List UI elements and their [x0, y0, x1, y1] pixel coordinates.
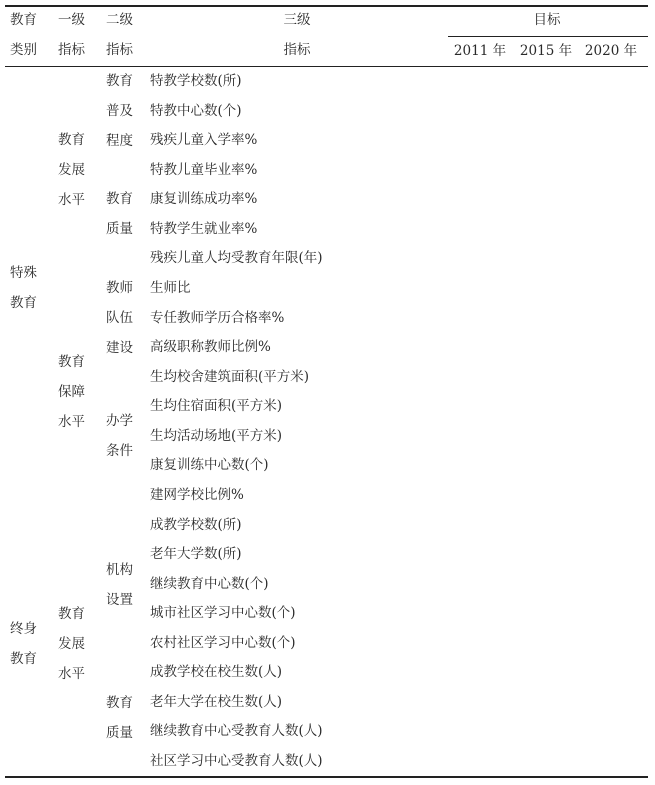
indicator-row: 成教学校在校生数(人): [150, 664, 283, 680]
level1-guarantee-line1: 教育: [58, 354, 85, 370]
level2-conditions-line1: 办学: [106, 413, 133, 429]
header-col3-line1: 二级: [106, 12, 133, 28]
indicator-row: 建网学校比例%: [150, 487, 244, 503]
indicator-row: 特教中心数(个): [150, 103, 242, 119]
header-col4-line2: 指标: [283, 42, 311, 58]
indicator-row: 老年大学在校生数(人): [150, 694, 283, 710]
level2-popularization-line3: 程度: [106, 133, 133, 149]
level1-dev2-line3: 水平: [58, 666, 85, 682]
indicator-row: 残疾儿童入学率%: [150, 132, 258, 148]
header-col4-line1: 三级: [283, 12, 311, 28]
category-special-line1: 特殊: [10, 265, 37, 281]
level2-teachers-line2: 队伍: [106, 310, 133, 326]
indicator-row: 特教儿童毕业率%: [150, 162, 258, 178]
level2-quality1-line2: 质量: [106, 221, 133, 237]
indicator-row: 生师比: [150, 280, 191, 296]
indicator-row: 成教学校数(所): [150, 517, 242, 533]
category-special-line2: 教育: [10, 295, 37, 311]
indicator-row: 特教学生就业率%: [150, 221, 258, 237]
level2-conditions-line2: 条件: [106, 443, 133, 459]
header-year-2015: 2015 年: [519, 43, 573, 59]
indicator-row: 残疾儿童人均受教育年限(年): [150, 250, 323, 266]
level2-institutions-line1: 机构: [106, 562, 133, 578]
level1-guarantee-line3: 水平: [58, 414, 85, 430]
category-lifelong-line1: 终身: [10, 621, 37, 637]
header-target: 目标: [533, 12, 561, 28]
header-col2-line1: 一级: [58, 12, 85, 28]
indicator-row: 老年大学数(所): [150, 546, 242, 562]
header-col1-line2: 类别: [10, 42, 37, 58]
indicator-row: 康复训练成功率%: [150, 191, 258, 207]
indicator-row: 生均住宿面积(平方米): [150, 398, 283, 414]
header-year-2011: 2011 年: [453, 43, 507, 59]
indicator-row: 生均活动场地(平方米): [150, 428, 283, 444]
level2-quality2-line2: 质量: [106, 725, 133, 741]
level1-guarantee-line2: 保障: [58, 384, 85, 400]
level2-popularization-line1: 教育: [106, 73, 133, 89]
level2-popularization-line2: 普及: [106, 103, 133, 119]
level2-institutions-line2: 设置: [106, 592, 133, 608]
indicator-row: 高级职称教师比例%: [150, 339, 271, 355]
level2-quality1-line1: 教育: [106, 191, 133, 207]
header-year-2020: 2020 年: [584, 43, 638, 59]
level1-dev1-line1: 教育: [58, 132, 85, 148]
level1-dev2-line1: 教育: [58, 606, 85, 622]
level2-teachers-line1: 教师: [106, 280, 133, 296]
header-col3-line2: 指标: [106, 42, 133, 58]
bottom-rule: [5, 776, 648, 778]
level1-dev1-line2: 发展: [58, 162, 85, 178]
target-subrule: [448, 36, 648, 37]
indicator-row: 特教学校数(所): [150, 73, 242, 89]
indicator-row: 农村社区学习中心数(个): [150, 635, 296, 651]
indicator-row: 康复训练中心数(个): [150, 457, 269, 473]
level1-dev1-line3: 水平: [58, 192, 85, 208]
indicator-row: 生均校舍建筑面积(平方米): [150, 369, 310, 385]
header-col1-line1: 教育: [10, 12, 37, 28]
indicator-row: 继续教育中心数(个): [150, 576, 269, 592]
header-bottom-rule: [5, 66, 648, 67]
top-rule: [5, 5, 648, 7]
indicator-row: 社区学习中心受教育人数(人): [150, 753, 323, 769]
indicator-row: 继续教育中心受教育人数(人): [150, 723, 323, 739]
level2-teachers-line3: 建设: [106, 340, 133, 356]
level1-dev2-line2: 发展: [58, 636, 85, 652]
category-lifelong-line2: 教育: [10, 651, 37, 667]
level2-quality2-line1: 教育: [106, 695, 133, 711]
indicator-row: 城市社区学习中心数(个): [150, 605, 296, 621]
indicator-row: 专任教师学历合格率%: [150, 310, 285, 326]
header-col2-line2: 指标: [58, 42, 85, 58]
